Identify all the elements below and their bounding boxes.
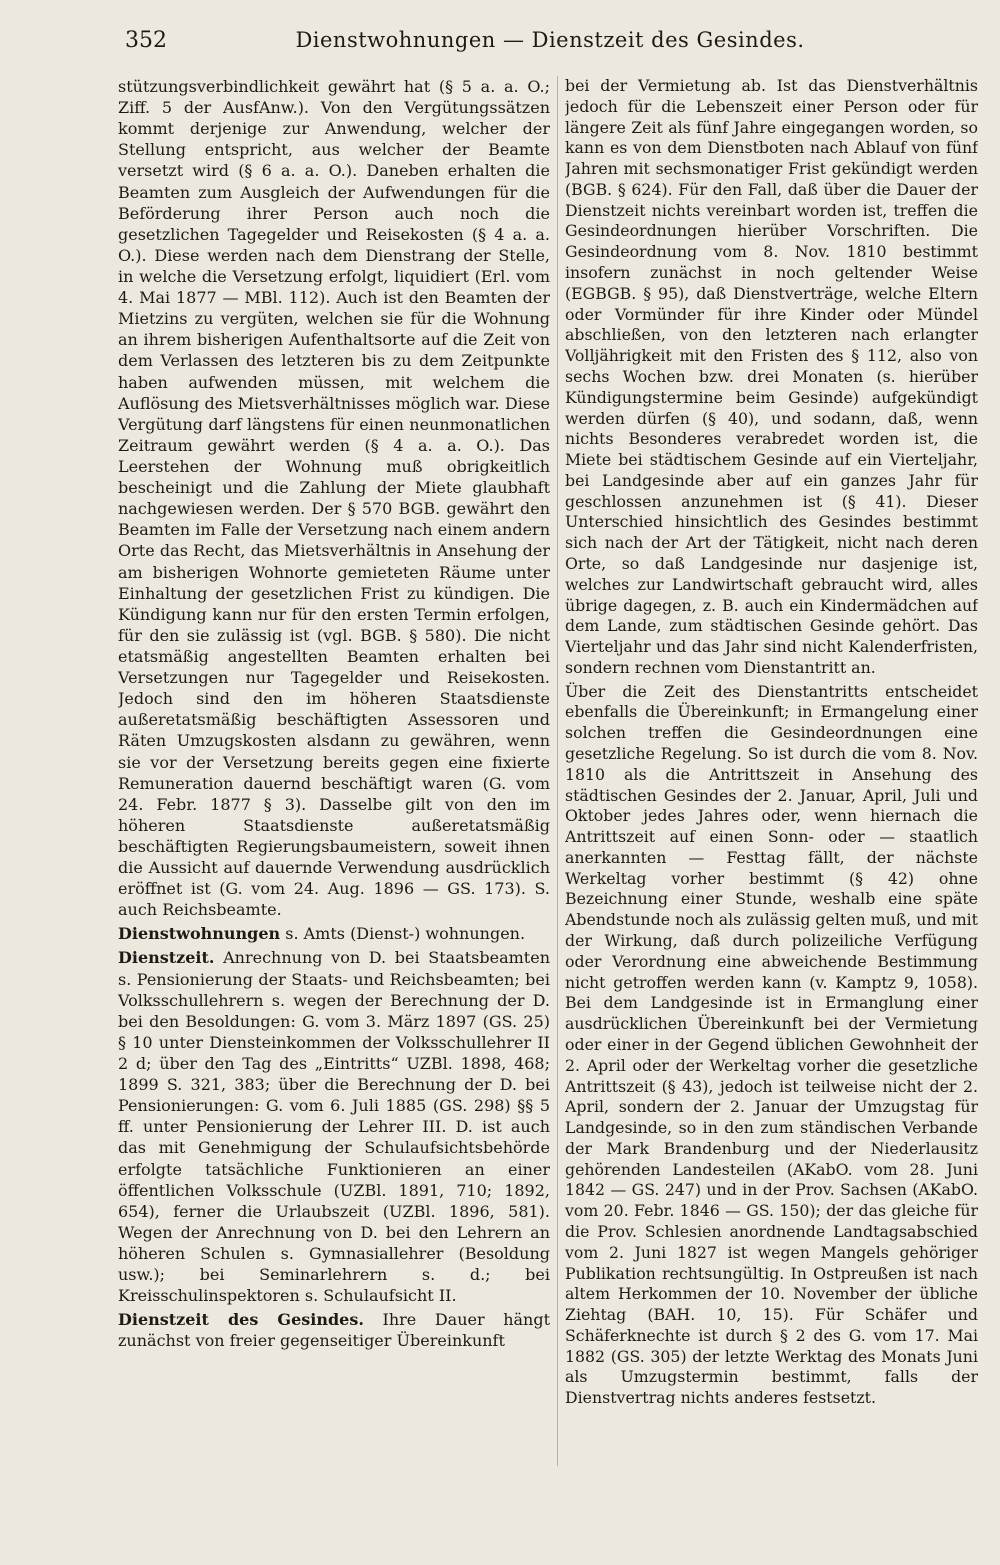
lemma-dienstwohnungen: Dienstwohnungen [118,924,281,944]
entry-dienstwohnungen [118,923,550,944]
running-head: Dienstwohnungen — Dienstzeit des Gesindes. [295,28,805,52]
entry-dienstzeit [118,947,550,1306]
left-column [118,76,550,1466]
column-divider [557,76,558,1466]
paragraph-umzugskosten-continued: stützungsverbindlichkeit gewährt hat (§ 5 a. a. O.; Ziff. 5 der AusfAnw.). Von den Vergütungssätzen kommt derjenige zur Anwendung, welcher der Stellung entspricht, aus welcher der Beamte versetzt wird (§ 6 a. a. O.). Daneben erhalten die Beamten zum Ausgleich der Aufwendungen für die Beförderung ihrer Person auch noch die gesetzlichen Tagegelder und Reisekosten (§ 4 a. a. O.). Diese werden nach dem Dienstrang der Stelle, in welche die Versetzung erfolgt, liquidiert (Erl. vom 4. Mai 1877 — MBl. 112). Auch ist den Beamten der Mietzins zu vergüten, welchen sie für die Wohnung an ihrem bisherigen Aufenthaltsorte auf die Zeit von dem Verlassen des letzteren bis zu dem Zeitpunkte haben aufwenden müssen, mit welchem die Auflösung des Mietsverhältnisses möglich war. Diese Vergütung darf längstens für einen neunmonatlichen Zeitraum gewährt werden (§ 4 a. a. O.). Das Leerstehen der Wohnung muß obrigkeitlich bescheinigt und die Zahlung der Miete glaubhaft nachgewiesen werden. Der § 570 BGB. gewährt den Beamten im Falle der Versetzung nach einem andern Orte das Recht, das Mietsverhältnis in Ansehung der am bisherigen Wohnorte gemieteten Räume unter Einhaltung der gesetzlichen Frist zu kündigen. Die Kündigung kann nur für den ersten Termin erfolgen, für den sie zulässig ist (vgl. BGB. § 580). Die nicht etatsmäßig angestellten Beamten erhalten bei Versetzungen nur Tagegelder und Reisekosten. Jedoch sind den im höheren Staatsdienste außeretatsmäßig beschäftigten Assessoren und Räten Umzugskosten alsdann zu gewähren, wenn sie vor der Versetzung bereits gegen eine fixierte Remuneration dauernd beschäftigt waren (G. vom 24. Febr. 1877 § 3). Dasselbe gilt von den im höheren Staatsdienste außeretatsmäßig beschäftigten Regierungsbaumeistern, soweit ihnen die Aussicht auf dauernde Verwendung ausdrücklich eröffnet ist (G. vom 24. Aug. 1896 — GS. 173). S. auch Reichsbeamte. [118,77,550,920]
paragraph-dienstantritt: Über die Zeit des Dienstantritts entscheidet ebenfalls die Übereinkunft; in Ermangelung einer solchen treffen die Gesindeordnungen eine gesetzliche Regelung. So ist durch die vom 8. Nov. 1810 als die Antrittszeit in Ansehung des städtischen Gesindes der 2. Januar, April, Juli und Oktober jedes Jahres oder, wenn hiernach die Antrittszeit auf einen Sonn- oder — staatlich anerkannten — Festtag fällt, der nächste Werkeltag vorher bestimmt (§ 42) ohne Bezeichnung einer Stunde, weshalb eine späte Abendstunde noch als zulässig gelten muß, und mit der Wirkung, daß durch polizeiliche Verfügung oder Verordnung eine abweichende Bestimmung nicht getroffen werden kann (v. Kamptz 9, 1058). Bei dem Landgesinde ist in Ermanglung einer ausdrücklichen Übereinkunft bei der Vermietung oder einer in der Gegend üblichen Gewohnheit der 2. April oder der Werkeltag vorher die gesetzliche Antrittszeit (§ 43), jedoch ist teilweise nicht der 2. April, sondern der 2. Januar der Umzugstag für Landgesinde, so in den zum ständischen Verbande der Mark Brandenburg und der Niederlausitz gehörenden Landesteilen (AKabO. vom 28. Juni 1842 — GS. 247) und in der Prov. Sachsen (AKabO. vom 20. Febr. 1846 — GS. 150); der das gleiche für die Prov. Schlesien anordnende Landtagsabschied vom 2. Juni 1827 ist wegen Mangels gehöriger Publikation rechtsungültig. In Ostpreußen ist nach altem Herkommen der 10. November der übliche Ziehtag (BAH. 10, 15). Für Schäfer und Schäferknechte ist durch § 2 des G. vom 17. Mai 1882 (GS. 305) der letzte Werktag des Monats Juni als Umzugstermin bestimmt, falls der Dienstvertrag nichts anderes festsetzt. [565,681,978,1408]
entry-dienstzeit-des-gesindes [118,1309,550,1351]
entry-dienstwohnungen-text: s. Amts (Dienst-) wohnungen. [280,924,526,944]
page-number: 352 [125,28,167,53]
lemma-dienstzeit: Dienstzeit. [118,948,215,968]
entry-dienstzeit-text: Anrechnung von D. bei Staatsbeamten s. Pensionierung der Staats- und Reichsbeamten; bei Volksschullehrern s. wegen der Berechnung der D. bei den Besoldungen: G. vom 3. März 1897 (GS. 25) § 10 unter Diensteinkommen der Volksschullehrer II 2 d; über den Tag des „Eintritts“ UZBl. 1898, 468; 1899 S. 321, 383; über die Berechnung der D. bei Pensionierungen: G. vom 6. Juli 1885 (GS. 298) §§ 5 ff. unter Pensionierung der Lehrer III. D. ist auch das mit Genehmigung der Schulaufsichtsbehörde erfolgte tatsächliche Funktionieren an einer öffentlichen Volksschule (UZBl. 1891, 710; 1892, 654), ferner die Urlaubszeit (UZBl. 1896, 581). Wegen der Anrechnung von D. bei den Lehrern an höheren Schulen s. Gymnasiallehrer (Besoldung usw.); bei Seminarlehrern s. d.; bei Kreisschulinspektoren s. Schulaufsicht II. [118,948,550,1306]
right-column [565,76,978,1466]
paragraph-dienstdauer: bei der Vermietung ab. Ist das Dienstverhältnis jedoch für die Lebenszeit einer Person oder für längere Zeit als fünf Jahre eingegangen worden, so kann es von dem Dienstboten nach Ablauf von fünf Jahren mit sechsmonatiger Frist gekündigt werden (BGB. § 624). Für den Fall, daß über die Dauer der Dienstzeit nichts vereinbart worden ist, treffen die Gesindeordnungen hierüber Vorschriften. Die Gesindeordnung vom 8. Nov. 1810 bestimmt insofern zunächst in noch geltender Weise (EGBGB. § 95), daß Dienstverträge, welche Eltern oder Vormünder für ihre Kinder oder Mündel abschließen, von den letzteren nach erlangter Volljährigkeit mit den Fristen des § 112, also von sechs Wochen bzw. drei Monaten (s. hierüber Kündigungstermine beim Gesinde) aufgekündigt werden dürfen (§ 40), und sodann, daß, wenn nichts Besonderes verabredet worden ist, die Miete bei städtischem Gesinde auf ein Vierteljahr, bei Landgesinde aber auf ein ganzes Jahr für geschlossen anzunehmen ist (§ 41). Dieser Unterschied hinsichtlich des Gesindes bestimmt sich nach der Art der Tätigkeit, nicht nach deren Orte, so daß Landgesinde nur dasjenige ist, welches zur Landwirtschaft gebraucht wird, alles übrige dagegen, z. B. auch ein Kindermädchen auf dem Lande, zum städtischen Gesinde gehört. Das Vierteljahr und das Jahr sind nicht Kalenderfristen, sondern rechnen vom Dienstantritt an. [565,76,978,677]
lemma-dienstzeit-des-gesindes: Dienstzeit des Gesindes. [118,1310,364,1330]
entry-gesinde-text: Ihre Dauer hängt zunächst von freier gegenseitiger Übereinkunft [118,1310,550,1351]
page-header [125,28,965,62]
